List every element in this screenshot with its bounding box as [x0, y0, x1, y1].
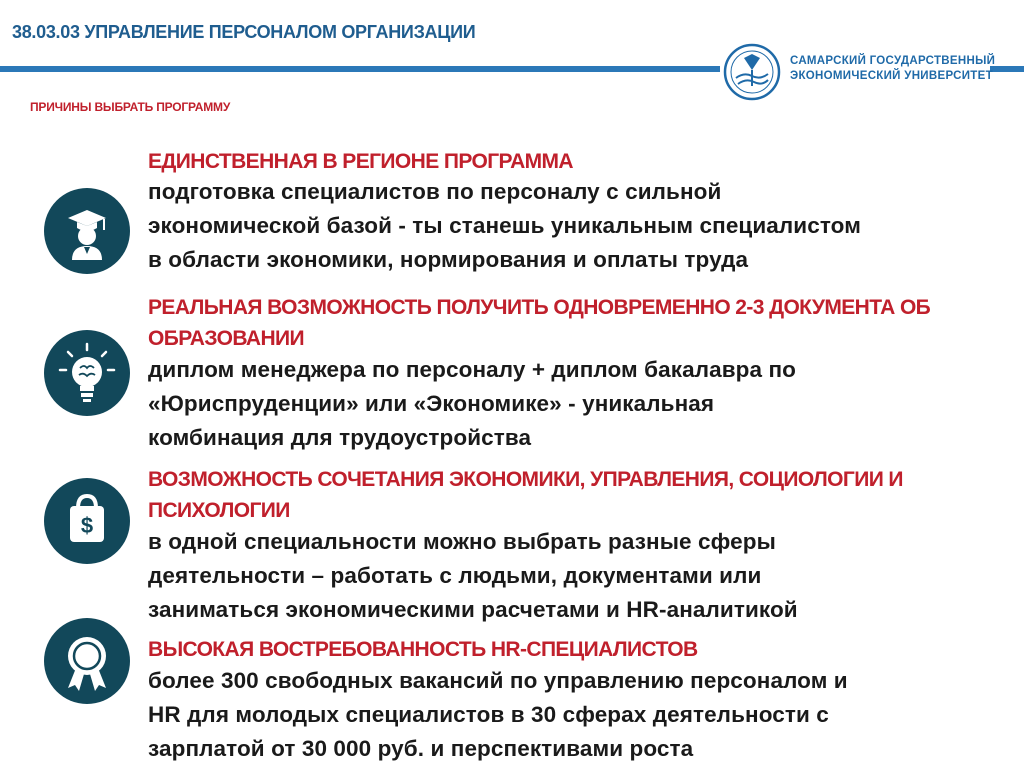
brain-bulb-icon — [44, 330, 130, 416]
item-text: более 300 свободных вакансий по управлению персоналом и HR для молодых специалистов в 30 сферах деятельности с зарплатой от 30 000 руб. и перспективами роста — [148, 668, 848, 761]
page-title: 38.03.03 УПРАВЛЕНИЕ ПЕРСОНАЛОМ ОРГАНИЗАЦИИ — [12, 22, 476, 42]
graduate-icon — [44, 188, 130, 274]
money-bag-icon — [44, 478, 130, 564]
item-title: ЕДИНСТВЕННАЯ В РЕГИОНЕ ПРОГРАММА — [148, 150, 573, 173]
award-badge-icon — [44, 618, 130, 704]
item-title: РЕАЛЬНАЯ ВОЗМОЖНОСТЬ ПОЛУЧИТЬ ОДНОВРЕМЕННО 2-3 ДОКУМЕНТА ОБ ОБРАЗОВАНИИ — [148, 296, 931, 350]
item-title: ВОЗМОЖНОСТЬ СОЧЕТАНИЯ ЭКОНОМИКИ, УПРАВЛЕНИЯ, СОЦИОЛОГИИ И ПСИХОЛОГИИ — [148, 468, 903, 522]
item-text: в одной специальности можно выбрать разные сферы деятельности – работать с людьми, документами или заниматься экономическими расчетами и HR-аналитикой — [148, 529, 798, 622]
section-subtitle: ПРИЧИНЫ ВЫБРАТЬ ПРОГРАММУ — [30, 100, 231, 114]
university-logo — [722, 42, 782, 102]
item-text: подготовка специалистов по персоналу с сильной экономической базой - ты станешь уникальным специалистом в области экономики, нормирования и оплаты труда — [148, 179, 861, 272]
svg-text:$: $ — [80, 513, 94, 538]
university-name: САМАРСКИЙ ГОСУДАРСТВЕННЫЙ ЭКОНОМИЧЕСКИЙ УНИВЕРСИТЕТ — [790, 55, 996, 82]
item-title: ВЫСОКАЯ ВОСТРЕБОВАННОСТЬ HR-СПЕЦИАЛИСТОВ — [148, 638, 698, 661]
item-text: диплом менеджера по персоналу + диплом бакалавра по «Юриспруденции» или «Экономике» - уникальная комбинация для трудоустройства — [148, 357, 797, 450]
header-divider — [0, 66, 720, 72]
